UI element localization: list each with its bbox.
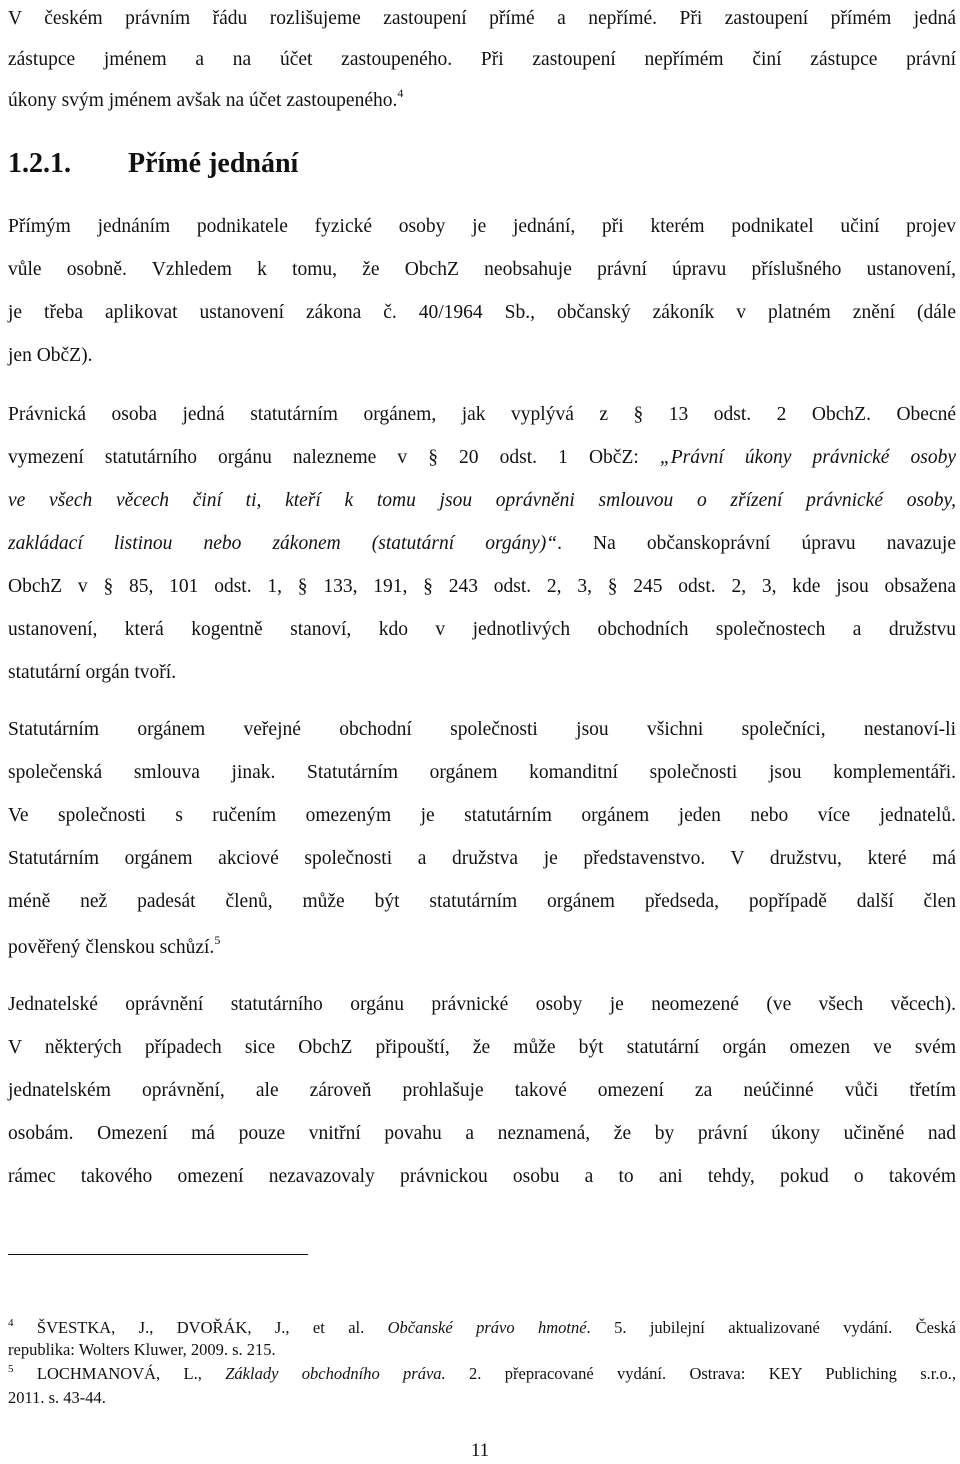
p2-line-3 bbox=[8, 490, 956, 512]
p4-line-1: Jednatelské oprávnění statutárního orgánu právnické osoby je neomezené (ve všech věcech). bbox=[8, 994, 956, 1015]
p3-line-5: méně než padesát členů, může být statutárním orgánem předseda, popřípadě další člen bbox=[8, 891, 956, 912]
footnote-4-mark: 4 bbox=[8, 1317, 14, 1329]
p3-line-6 bbox=[8, 933, 956, 959]
p1-line-2: vůle osobně. Vzhledem k tomu, že ObchZ neobsahuje právní úpravu příslušného ustanovení, bbox=[8, 259, 956, 280]
p2-line-2 bbox=[8, 447, 956, 469]
intro-line-2: zástupce jménem a na účet zastoupeného. Při zastoupení nepřímém činí zástupce právní bbox=[8, 49, 956, 70]
p1-line-4: jen ObčZ). bbox=[8, 345, 93, 366]
p1-line-1: Přímým jednáním podnikatele fyzické osoby je jednání, při kterém podnikatel učiní projev bbox=[8, 216, 956, 237]
page-number: 11 bbox=[470, 1440, 490, 1461]
footnote-4-authors: ŠVESTKA, J., DVOŘÁK, J., et al. bbox=[13, 1318, 388, 1337]
p2-line-4 bbox=[8, 533, 956, 555]
p2-line-1: Právnická osoba jedná statutárním orgánem, jak vyplývá z § 13 odst. 2 ObchZ. Obecné bbox=[8, 404, 956, 425]
footnote-4-title: Občanské právo hmotné bbox=[387, 1318, 587, 1337]
footnote-4-edition: . 5. jubilejní aktualizované vydání. Česká bbox=[586, 1318, 956, 1337]
footnote-5-edition: 2. přepracované vydání. Ostrava: KEY Publiching s.r.o., bbox=[445, 1364, 957, 1383]
footnote-ref-5[interactable]: 5 bbox=[214, 933, 221, 947]
p1-line-3: je třeba aplikovat ustanovení zákona č. 40/1964 Sb., občanský zákoník v platném znění (dále bbox=[8, 302, 956, 323]
p3-line-3: Ve společnosti s ručením omezeným je statutárním orgánem jeden nebo více jednatelů. bbox=[8, 805, 956, 826]
footnote-5-mark: 5 bbox=[8, 1363, 14, 1375]
intro-line-1: V českém právním řádu rozlišujeme zastoupení přímé a nepřímé. Při zastoupení přímém jedná bbox=[8, 8, 956, 29]
p4-line-5: rámec takového omezení nezavazovaly právnickou osobu a to ani tehdy, pokud o takovém bbox=[8, 1166, 956, 1187]
footnote-ref-4[interactable]: 4 bbox=[397, 86, 404, 100]
p3-line-2: společenská smlouva jinak. Statutárním orgánem komanditní společnosti jsou komplementáři. bbox=[8, 762, 956, 783]
p2-line-2-text: vymezení statutárního orgánu nalezneme v § 20 odst. 1 ObčZ: bbox=[8, 447, 660, 468]
p2-quote-start: „Právní úkony právnické osoby bbox=[659, 447, 956, 468]
p2-line-7: statutární orgán tvoří. bbox=[8, 662, 177, 683]
p2-quote-end: zakládací listinou nebo zákonem (statutární orgány)“ bbox=[8, 533, 558, 554]
p3-line-6-text: pověřený členskou schůzí. bbox=[8, 937, 215, 958]
section-number: 1.2.1. bbox=[8, 148, 71, 179]
section-heading bbox=[8, 148, 298, 180]
intro-text: úkony svým jménem avšak na účet zastoupeného. bbox=[8, 90, 398, 111]
p2-line-6: ustanovení, která kogentně stanoví, kdo v jednotlivých obchodních společnostech a družstvu bbox=[8, 619, 956, 640]
footnote-4-line-2: republika: Wolters Kluwer, 2009. s. 215. bbox=[8, 1340, 276, 1359]
footnote-5-title: Základy obchodního práva. bbox=[225, 1364, 446, 1383]
p4-line-3: jednatelském oprávnění, ale zároveň prohlašuje takové omezení za neúčinné vůči třetím bbox=[8, 1080, 956, 1101]
footnote-separator bbox=[8, 1254, 308, 1255]
footnote-5-authors: LOCHMANOVÁ, L., bbox=[13, 1364, 226, 1383]
p3-line-1: Statutárním orgánem veřejné obchodní společnosti jsou všichni společníci, nestanoví-li bbox=[8, 719, 956, 740]
p2-line-4-text: . Na občanskoprávní úpravu navazuje bbox=[557, 533, 956, 554]
footnote-5-line-1 bbox=[8, 1364, 956, 1384]
footnote-5-line-2: 2011. s. 43-44. bbox=[8, 1388, 106, 1407]
p2-line-5: ObchZ v § 85, 101 odst. 1, § 133, 191, § 243 odst. 2, 3, § 245 odst. 2, 3, kde jsou obsažena bbox=[8, 576, 956, 597]
footnote-4-line-1 bbox=[8, 1318, 956, 1338]
p4-line-4: osobám. Omezení má pouze vnitřní povahu a neznamená, že by právní úkony učiněné nad bbox=[8, 1123, 956, 1144]
p3-line-4: Statutárním orgánem akciové společnosti a družstva je představenstvo. V družstvu, které má bbox=[8, 848, 956, 869]
p2-quote-middle: ve všech věcech činí ti, kteří k tomu jsou oprávněni smlouvou o zřízení právnické osoby, bbox=[8, 490, 956, 511]
intro-line-3 bbox=[8, 86, 956, 112]
section-title: Přímé jednání bbox=[128, 148, 299, 179]
p4-line-2: V některých případech sice ObchZ připouští, že může být statutární orgán omezen ve svém bbox=[8, 1037, 956, 1058]
